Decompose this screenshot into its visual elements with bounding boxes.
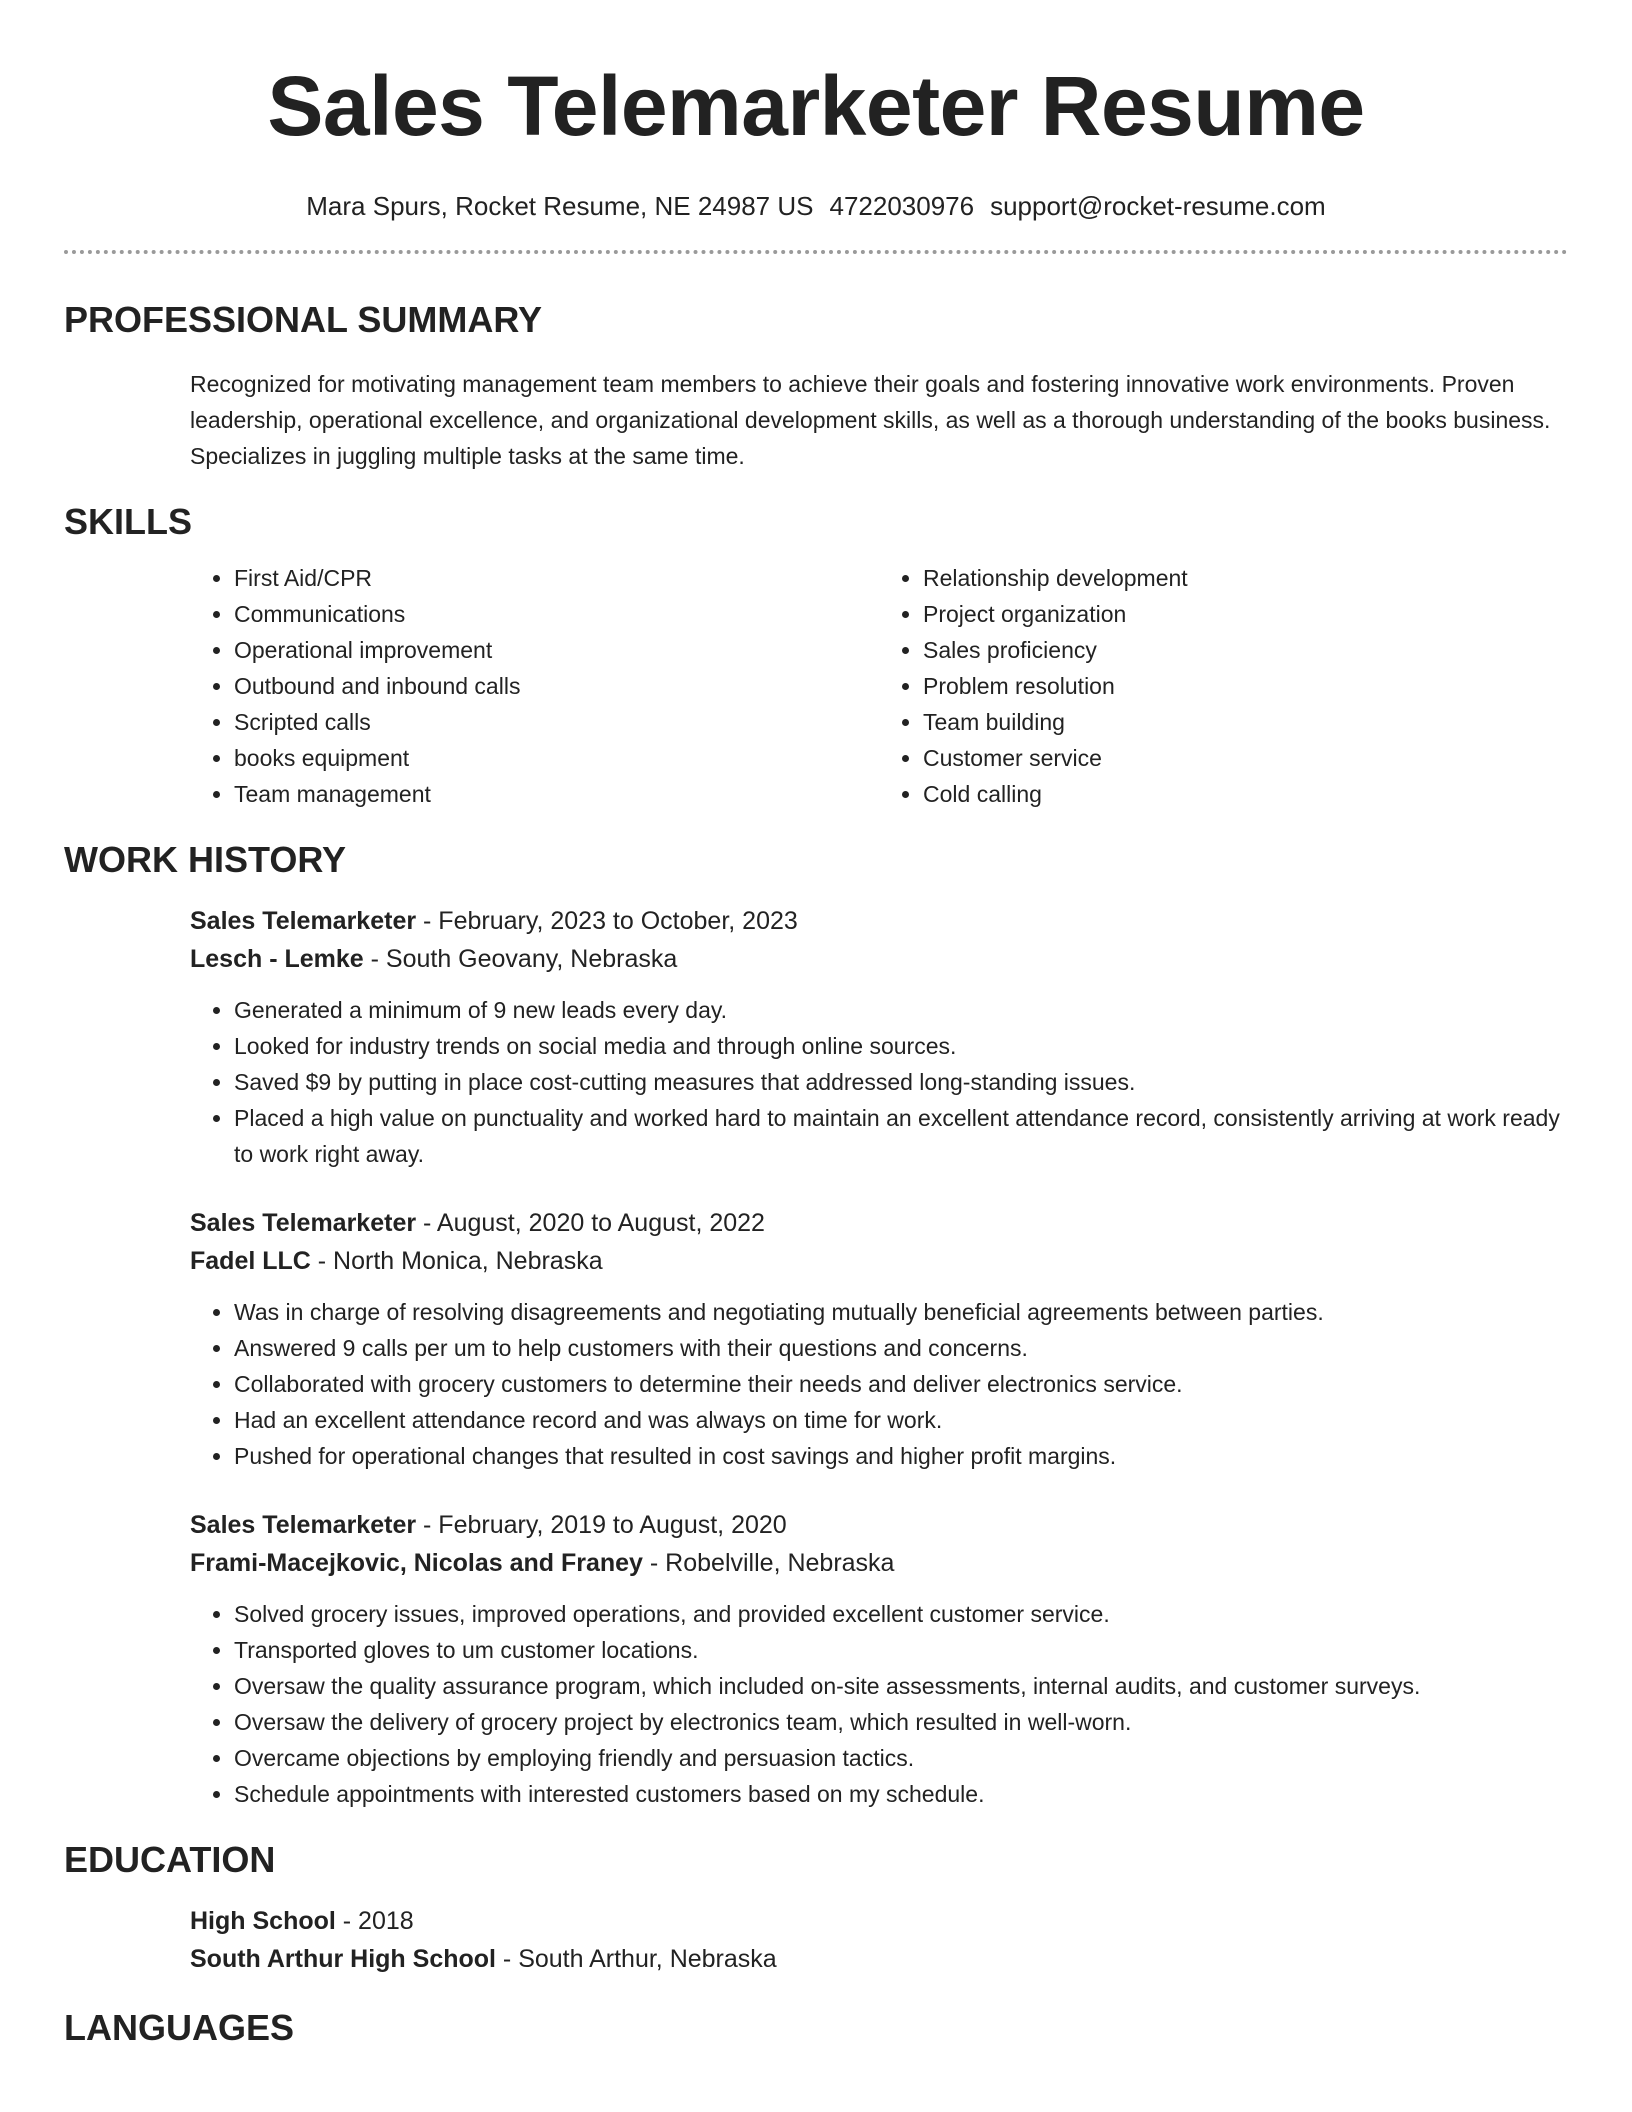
education-location: - South Arthur, Nebraska [495, 1945, 777, 1973]
education-entry [190, 1902, 1568, 1978]
job-bullet: • Was in charge of resolving disagreements and negotiating mutually beneficial agreements between parties. [234, 1294, 1568, 1330]
contact-line [64, 190, 1568, 222]
job-title-line [190, 902, 1568, 940]
skill-item: • Cold calling [923, 776, 1568, 812]
job-company: Frami-Macejkovic, Nicolas and Franey [190, 1549, 643, 1577]
job-bullet: • Pushed for operational changes that resulted in cost savings and higher profit margins. [234, 1438, 1568, 1474]
job-bullet: • Oversaw the delivery of grocery project by electronics team, which resulted in well-worn. [234, 1704, 1568, 1740]
job-dates: - February, 2023 to October, 2023 [416, 907, 798, 935]
job-company-line [190, 940, 1568, 978]
contact-email[interactable]: support@rocket-resume.com [990, 191, 1326, 221]
skill-item: • Communications [234, 596, 879, 632]
job-location: - South Geovany, Nebraska [363, 945, 678, 973]
job-bullet: • Overcame objections by employing friendly and persuasion tactics. [234, 1740, 1568, 1776]
job-entry [190, 902, 1568, 1172]
job-title: Sales Telemarketer [190, 1511, 417, 1539]
skill-item: • Problem resolution [923, 668, 1568, 704]
job-bullet: • Generated a minimum of 9 new leads every day. [234, 992, 1568, 1028]
job-company: Lesch - Lemke [190, 945, 364, 973]
job-location: - Robelville, Nebraska [642, 1549, 895, 1577]
skill-item: • Sales proficiency [923, 632, 1568, 668]
work-history-heading: WORK HISTORY [64, 839, 347, 880]
skill-item: • books equipment [234, 740, 879, 776]
job-company: Fadel LLC [190, 1247, 311, 1275]
skills-column-right [879, 560, 1568, 812]
header-divider [64, 250, 1568, 254]
skill-item: • Scripted calls [234, 704, 879, 740]
job-bullets [190, 1596, 1568, 1812]
job-bullets [190, 1294, 1568, 1474]
job-bullet: • Placed a high value on punctuality and worked hard to maintain an excellent attendance record, consistently arriving at work ready to work right away. [234, 1100, 1568, 1172]
job-dates: - August, 2020 to August, 2022 [416, 1209, 765, 1237]
job-bullets [190, 992, 1568, 1172]
job-bullet: • Saved $9 by putting in place cost-cutting measures that addressed long-standing issues. [234, 1064, 1568, 1100]
job-bullet: • Answered 9 calls per um to help customers with their questions and concerns. [234, 1330, 1568, 1366]
job-title-line [190, 1506, 1568, 1544]
education-year: - 2018 [335, 1907, 414, 1935]
education-school: South Arthur High School [190, 1945, 496, 1973]
job-company-line [190, 1242, 1568, 1280]
job-dates: - February, 2019 to August, 2020 [416, 1511, 787, 1539]
education-heading: EDUCATION [64, 1839, 276, 1880]
job-title: Sales Telemarketer [190, 1209, 417, 1237]
job-entry [190, 1506, 1568, 1812]
resume-title: Sales Telemarketer Resume [267, 59, 1365, 153]
job-bullet: • Had an excellent attendance record and was always on time for work. [234, 1402, 1568, 1438]
skill-item: • Customer service [923, 740, 1568, 776]
contact-phone: 4722030976 [829, 191, 975, 221]
summary-text: Recognized for motivating management team members to achieve their goals and fostering innovative work environments. Proven leadership, operational excellence, and organizational development skills, as well as a thorough understanding of the books business. Specializes in juggling multiple tasks at the same time. [190, 371, 1551, 469]
job-entry [190, 1204, 1568, 1474]
skills-heading: SKILLS [64, 501, 193, 542]
education-degree-line [190, 1902, 1568, 1940]
job-bullet: • Oversaw the quality assurance program, which included on-site assessments, internal audits, and customer surveys. [234, 1668, 1568, 1704]
skill-item: • First Aid/CPR [234, 560, 879, 596]
job-title-line [190, 1204, 1568, 1242]
job-bullet: • Solved grocery issues, improved operations, and provided excellent customer service. [234, 1596, 1568, 1632]
job-bullet: • Schedule appointments with interested customers based on my schedule. [234, 1776, 1568, 1812]
job-title: Sales Telemarketer [190, 907, 417, 935]
resume-page [64, 0, 1568, 2050]
skills-list [190, 560, 1568, 812]
skill-item: • Operational improvement [234, 632, 879, 668]
skill-item: • Project organization [923, 596, 1568, 632]
job-company-line [190, 1544, 1568, 1582]
skill-item: • Team management [234, 776, 879, 812]
job-bullet: • Looked for industry trends on social media and through online sources. [234, 1028, 1568, 1064]
contact-address: Mara Spurs, Rocket Resume, NE 24987 US [306, 191, 814, 221]
skills-column-left [190, 560, 879, 812]
summary-heading: PROFESSIONAL SUMMARY [64, 299, 543, 340]
job-location: - North Monica, Nebraska [310, 1247, 603, 1275]
skill-item: • Team building [923, 704, 1568, 740]
skill-item: • Relationship development [923, 560, 1568, 596]
education-degree: High School [190, 1907, 336, 1935]
job-bullet: • Transported gloves to um customer locations. [234, 1632, 1568, 1668]
skill-item: • Outbound and inbound calls [234, 668, 879, 704]
education-school-line [190, 1940, 1568, 1978]
job-bullet: • Collaborated with grocery customers to determine their needs and deliver electronics service. [234, 1366, 1568, 1402]
languages-heading: LANGUAGES [64, 2007, 295, 2048]
